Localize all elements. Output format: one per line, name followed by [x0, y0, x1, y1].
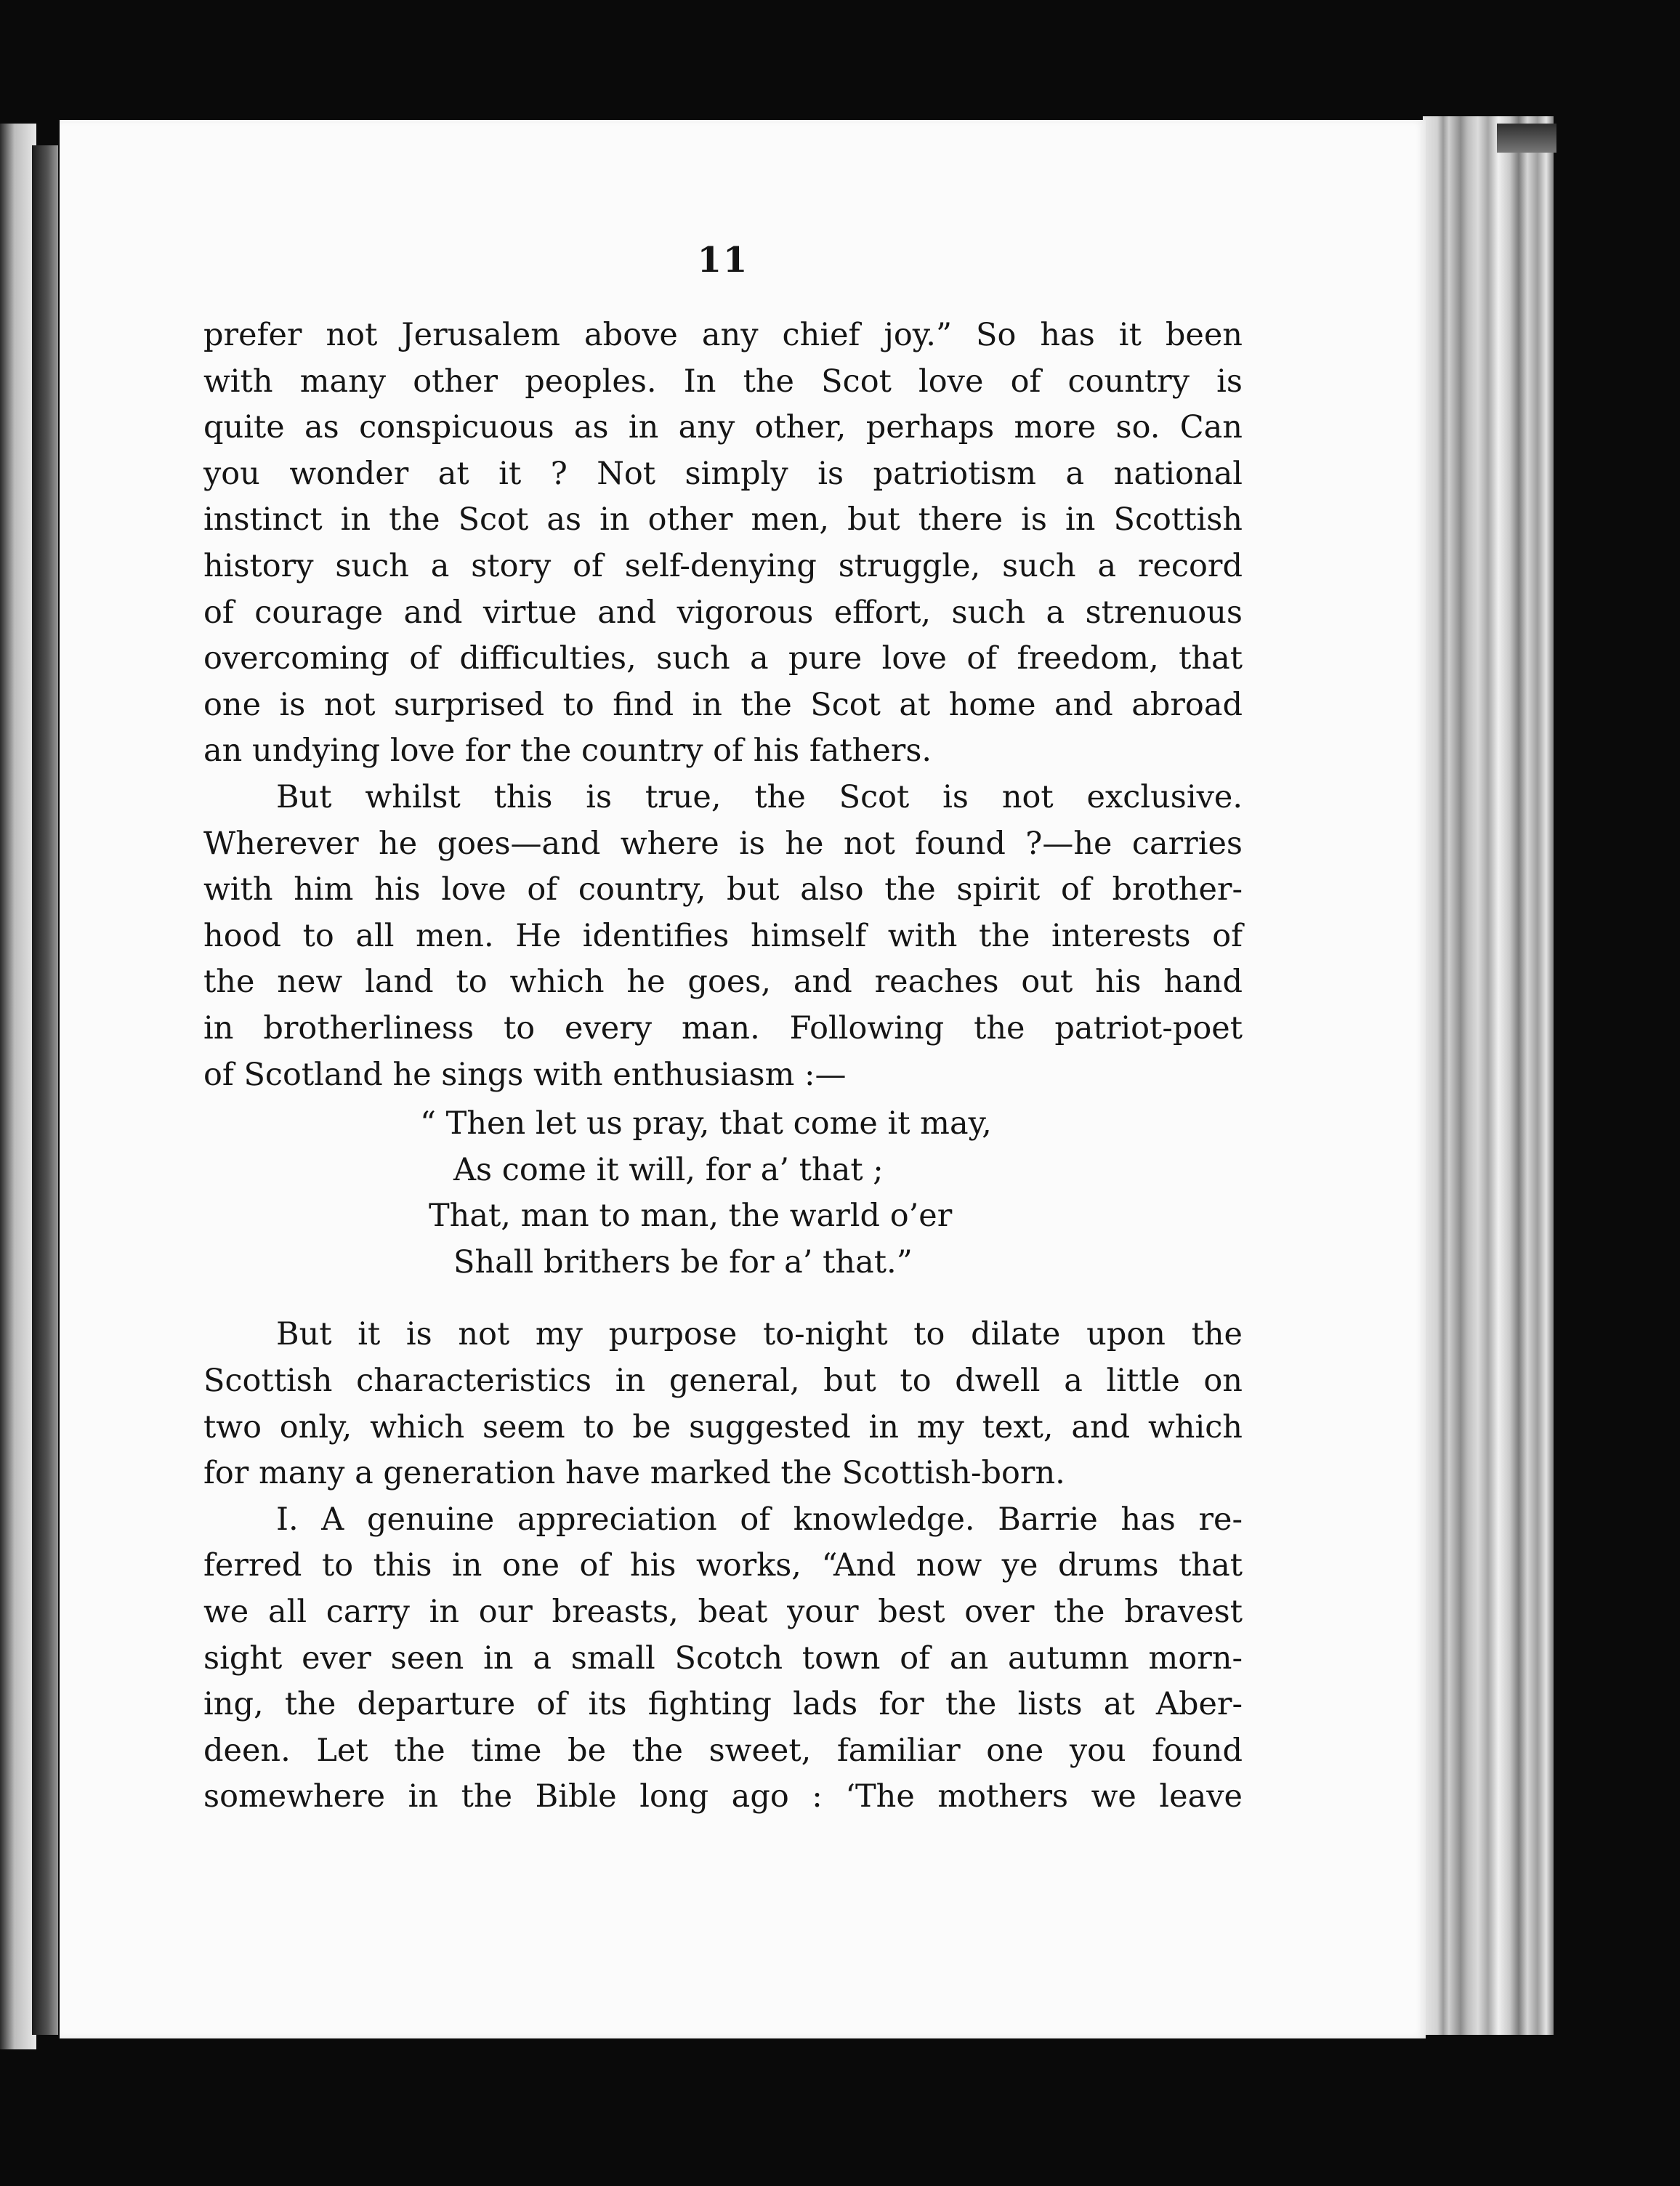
text-line: an undying love for the country of his fathers. [203, 733, 932, 770]
text-line: But whilst this is true, the Scot is not exclusive. [276, 778, 1243, 815]
text-line: with him his love of country, but also the spirit of brother- [203, 871, 1243, 908]
text-line: instinct in the Scot as in other men, but there is in Scottish [203, 501, 1243, 539]
text-line: somewhere in the Bible long ago : ‘The mothers we leave [203, 1778, 1243, 1815]
text-line: Scottish characteristics in general, but to dwell a little on [203, 1363, 1243, 1400]
text-line: I. A genuine appreciation of knowledge. Barrie has re- [276, 1501, 1243, 1538]
text-line: with many other peoples. In the Scot love of country is [203, 363, 1243, 400]
text-line: of courage and virtue and vigorous effort, such a strenuous [203, 594, 1243, 631]
text-line: ferred to this in one of his works, “And now ye drums that [203, 1547, 1243, 1584]
text-line: we all carry in our breasts, beat your best over the bravest [203, 1594, 1243, 1631]
body-text [203, 312, 1243, 1820]
text-line: hood to all men. He identifies himself with the interests of [203, 917, 1243, 954]
left-page-edge [0, 124, 36, 2049]
text-line: the new land to which he goes, and reaches out his hand [203, 964, 1243, 1001]
text-line: overcoming of difficulties, such a pure love of freedom, that [203, 640, 1243, 677]
text-line: for many a generation have marked the Scottish-born. [203, 1455, 1065, 1492]
text-line: But it is not my purpose to-night to dilate upon the [276, 1316, 1243, 1353]
page-edge-stack [1423, 116, 1554, 2035]
spacer [203, 1286, 1243, 1312]
binding-shadow [32, 145, 58, 2035]
text-line: two only, which seem to be suggested in my text, and which [203, 1408, 1243, 1445]
paragraph-1 [203, 312, 1243, 775]
text-line: prefer not Jerusalem above any chief joy.” So has it been [203, 317, 1243, 353]
text-line: Wherever he goes—and where is he not found ?—he carries [203, 825, 1243, 862]
book-cover-corner [1497, 124, 1556, 153]
paragraph-2 [203, 775, 1243, 1098]
verse-line: As come it will, for a’ that ; [453, 1151, 884, 1188]
text-line: one is not surprised to find in the Scot at home and abroad [203, 686, 1243, 723]
text-line: in brotherliness to every man. Following the patriot-poet [203, 1009, 1243, 1046]
text-line: ing, the departure of its fighting lads for the lists at Aber- [203, 1686, 1243, 1723]
verse-line: “ Then let us pray, that come it may, [420, 1105, 992, 1142]
paragraph-4 [203, 1497, 1243, 1820]
verse-line: That, man to man, the warld o’er [429, 1198, 953, 1235]
text-line: sight ever seen in a small Scotch town of an autumn morn- [203, 1640, 1243, 1677]
text-line: quite as conspicuous as in any other, perhaps more so. Can [203, 409, 1243, 446]
text-line: of Scotland he sings with enthusiasm :— [203, 1056, 847, 1093]
verse-quote [203, 1101, 1243, 1286]
text-line: you wonder at it ? Not simply is patriotism a national [203, 455, 1243, 492]
paragraph-3 [203, 1312, 1243, 1496]
page-number: 11 [697, 240, 749, 281]
verse-line: Shall brithers be for a’ that.” [453, 1243, 913, 1280]
text-line: history such a story of self-denying struggle, such a record [203, 547, 1243, 584]
text-line: deen. Let the time be the sweet, familiar one you found [203, 1732, 1243, 1769]
